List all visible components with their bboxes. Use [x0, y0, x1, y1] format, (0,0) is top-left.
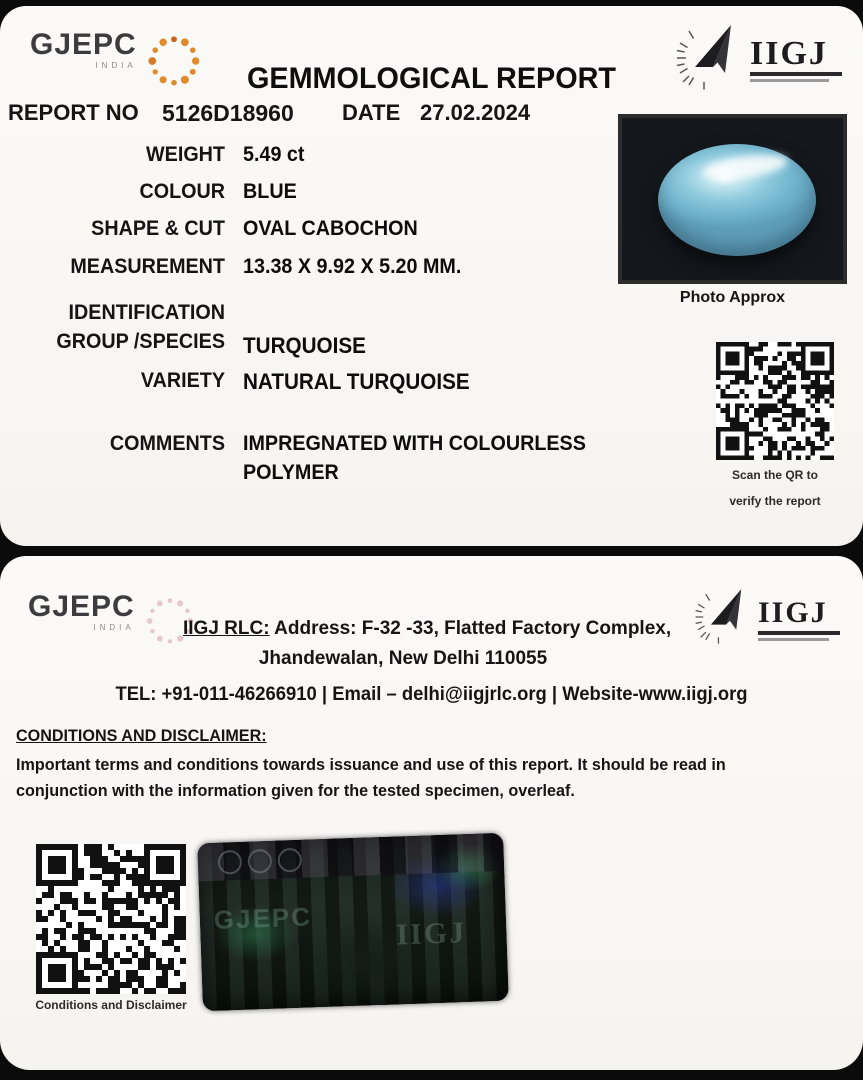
field-value-measurement: 13.38 X 9.92 X 5.20 MM.: [243, 255, 462, 278]
field-label-shape-cut: SHAPE & CUT: [91, 217, 225, 240]
iigj-logo-text: IIGJ: [750, 35, 828, 72]
field-label-colour: COLOUR: [139, 180, 225, 203]
report-card-front: [0, 6, 863, 546]
iigj-logo-text: IIGJ: [758, 596, 828, 629]
gjepc-logo-subtext: INDIA: [93, 623, 135, 632]
iigj-logo-underline: [758, 631, 840, 635]
gjepc-logo-text: GJEPC: [28, 590, 135, 623]
qr-caption-conditions: Conditions and Disclaimer: [35, 998, 187, 1012]
lab-contact-line: TEL: +91-011-46266910 | Email – delhi@iigjrlc.org | Website-www.iigj.org: [115, 684, 748, 705]
field-value-weight: 5.49 ct: [243, 143, 305, 166]
qr-caption-line1: Scan the QR to: [731, 468, 818, 482]
field-label-comments: COMMENTS: [109, 432, 225, 455]
iigj-logo-tagline: [758, 638, 829, 641]
field-value-shape-cut: OVAL CABOCHON: [243, 217, 418, 240]
hologram-text-band: [197, 833, 504, 882]
turquoise-cabochon-image: [658, 144, 816, 256]
field-label-weight: WEIGHT: [146, 143, 225, 166]
iigj-arrow-burst-icon: [688, 586, 754, 653]
qr-code-conditions: [36, 844, 186, 994]
report-no-label: REPORT NO: [8, 100, 139, 125]
qr-code-verify: [716, 342, 834, 460]
field-label-variety: VARIETY: [140, 369, 225, 392]
report-no-value: 5126D18960: [162, 100, 294, 126]
gemstone-photo: [618, 114, 847, 284]
iigj-logo-back: [688, 586, 840, 653]
date-label: DATE: [342, 100, 401, 125]
gjepc-logo-subtext: INDIA: [95, 61, 137, 70]
field-label-group-species: GROUP /SPECIES: [56, 330, 226, 353]
hologram-iigj-text: IIGJ: [395, 916, 467, 952]
field-value-variety: NATURAL TURQUOISE: [243, 369, 470, 394]
field-label-measurement: MEASUREMENT: [70, 255, 225, 278]
qr-caption-line2: verify the report: [729, 494, 821, 508]
date-value: 27.02.2024: [420, 100, 531, 125]
disclaimer-heading: CONDITIONS AND DISCLAIMER:: [16, 726, 267, 745]
hologram-sticker: [197, 833, 509, 1012]
gjepc-logo-back: [28, 592, 199, 655]
photo-caption: Photo Approx: [679, 289, 786, 306]
field-value-group-species: TURQUOISE: [243, 333, 366, 358]
lab-name: IIGJ RLC:: [183, 618, 270, 639]
gjepc-logo-text: GJEPC: [30, 28, 137, 61]
field-label-identification: IDENTIFICATION: [68, 301, 225, 324]
field-value-comments-line1: IMPREGNATED WITH COLOURLESS: [243, 432, 586, 455]
lab-address-line1: [183, 618, 671, 640]
lab-address-line2: Jhandewalan, New Delhi 110055: [258, 648, 548, 669]
report-card-back: [0, 556, 863, 1070]
field-value-comments-line2: POLYMER: [243, 461, 339, 484]
disclaimer-paragraph: Important terms and conditions towards issuance and use of this report. It should be read in conjunction with the information given for the tested specimen, overleaf.: [16, 756, 726, 800]
field-value-colour: BLUE: [243, 180, 297, 203]
hologram-gjepc-text: GJEPC: [213, 901, 313, 935]
report-title: GEMMOLOGICAL REPORT: [246, 62, 617, 95]
lab-address-rest: Address: F-32 -33, Flatted Factory Complex,: [269, 618, 672, 639]
